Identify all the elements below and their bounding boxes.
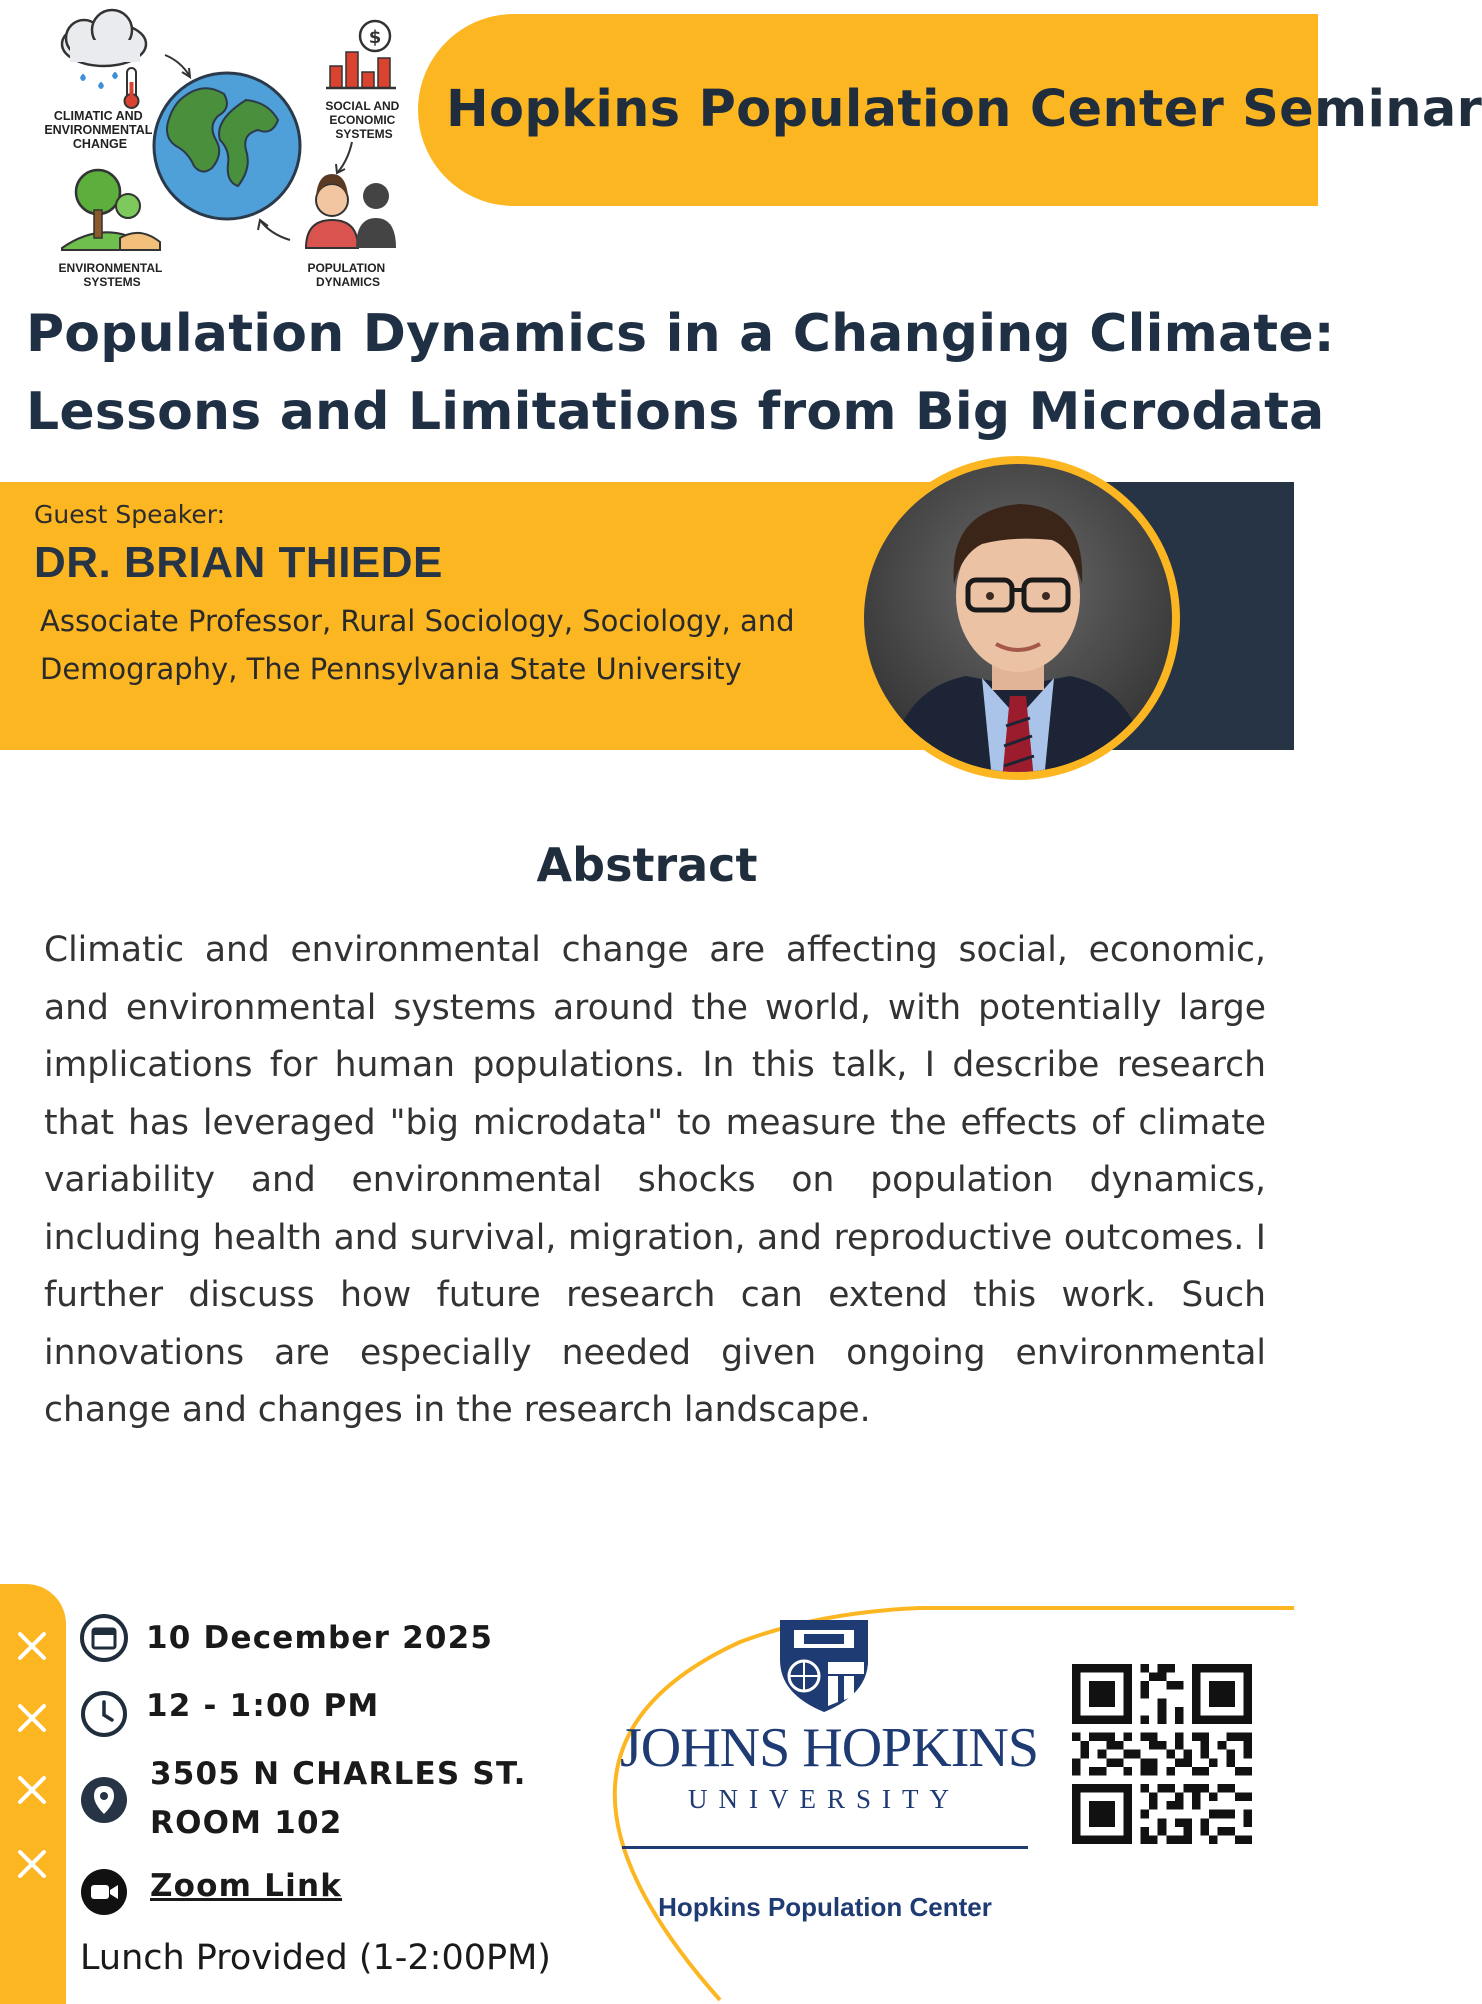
- label-social-1: SOCIAL AND: [325, 99, 400, 113]
- calendar-icon: [80, 1614, 128, 1662]
- x-mark-icon: [14, 1700, 50, 1736]
- jhu-wordmark: JOHNS HOPKINS: [620, 1717, 1038, 1779]
- label-climatic-2: ENVIRONMENTAL: [44, 123, 153, 137]
- economic-chart-icon: [326, 21, 396, 88]
- event-time: 12 - 1:00 PM: [146, 1688, 380, 1724]
- svg-text:POPULATION DYNAMICS: [307, 261, 388, 289]
- zoom-link[interactable]: Zoom Link: [150, 1868, 343, 1904]
- x-mark-icon: [14, 1846, 50, 1882]
- speaker-portrait: [856, 456, 1180, 780]
- label-social-3: SYSTEMS: [335, 127, 393, 141]
- speaker-photo-illustration: [856, 456, 1180, 780]
- lunch-note: Lunch Provided (1-2:00PM): [80, 1938, 551, 1978]
- svg-text:$: $: [368, 27, 382, 48]
- jhu-shield-icon: [774, 1614, 874, 1714]
- x-mark-icon: [14, 1628, 50, 1664]
- label-population-1: POPULATION: [307, 261, 386, 275]
- thermometer-icon: [125, 68, 139, 108]
- event-date: 10 December 2025: [146, 1620, 494, 1656]
- guest-speaker-label: Guest Speaker:: [34, 500, 226, 529]
- svg-text:ENVIRONMENTAL SYSTEMS: [59, 261, 166, 289]
- location-pin-icon: [80, 1776, 128, 1824]
- talk-title-line-2: Lessons and Limitations from Big Microdata: [26, 382, 1325, 442]
- speaker-name: DR. BRIAN THIEDE: [34, 538, 443, 587]
- video-camera-icon: [80, 1868, 128, 1916]
- speaker-affiliation-line-1: Associate Professor, Rural Sociology, Sociology, and: [40, 604, 795, 638]
- abstract-heading: Abstract: [536, 838, 758, 892]
- x-mark-icon: [14, 1772, 50, 1808]
- label-climatic-3: CHANGE: [72, 137, 128, 151]
- event-address-line-1: 3505 N CHARLES ST.: [150, 1756, 527, 1792]
- label-social-2: ECONOMIC: [329, 113, 396, 127]
- jhu-university-label: UNIVERSITY: [688, 1784, 960, 1814]
- event-address-line-2: ROOM 102: [150, 1805, 343, 1841]
- svg-text:CLIMATIC AND ENVIRONMENTAL: [44, 109, 155, 151]
- population-people-icon: [306, 174, 396, 248]
- abstract-body: Climatic and environmental change are affecting social, economic, and environmental systems around the world, with potentially large implications for human populations. In this talk, I describe research that has leveraged "big microdata" to measure the effects of climate variability and environmental shocks on population dynamics, including health and survival, migration, and reproductive outcomes. I further discuss how future research can extend this work. Such innovations are especially needed given ongoing environmental change and changes in the research landscape.: [44, 930, 1266, 1430]
- hpc-label: Hopkins Population Center: [658, 1892, 992, 1922]
- qr-code[interactable]: [1072, 1664, 1252, 1844]
- label-environmental-1: ENVIRONMENTAL: [58, 261, 163, 275]
- climate-infographic: [0, 0, 420, 300]
- logo-divider: [622, 1846, 1028, 1849]
- label-climatic-1: CLIMATIC AND: [53, 109, 143, 123]
- label-environmental-2: SYSTEMS: [83, 275, 141, 289]
- environment-trees-icon: [62, 170, 160, 250]
- speaker-affiliation-line-2: Demography, The Pennsylvania State University: [40, 652, 742, 686]
- talk-title-line-1: Population Dynamics in a Changing Climate:: [26, 304, 1335, 364]
- seminar-title: Hopkins Population Center Seminar: [446, 80, 1482, 139]
- clock-icon: [80, 1690, 128, 1738]
- label-population-2: DYNAMICS: [315, 275, 381, 289]
- svg-text:SOCIAL AND ECONOMIC SY: [325, 99, 402, 141]
- globe-icon: [154, 73, 300, 219]
